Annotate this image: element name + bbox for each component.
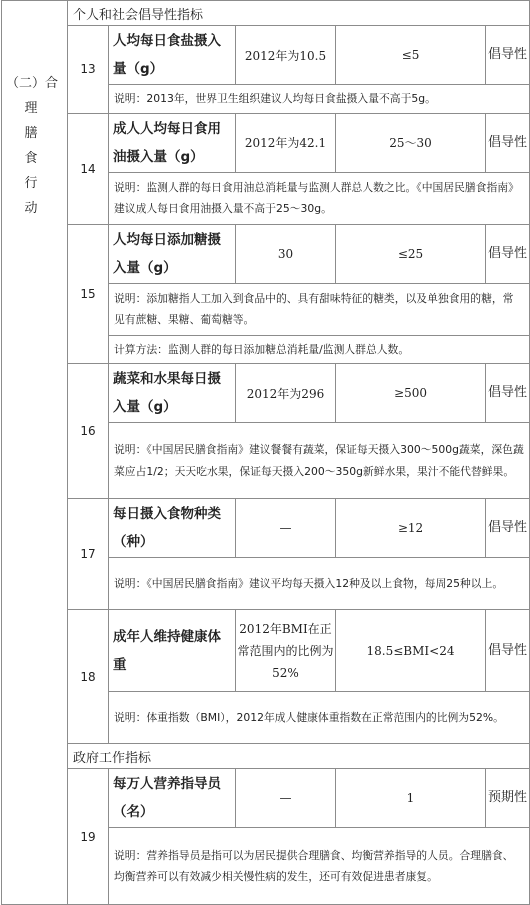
indicator-type: 预期性 [486, 769, 530, 828]
row-number: 17 [68, 499, 109, 610]
row-description: 说明：营养指导员是指可以为居民提供合理膳食、均衡营养指导的人员。合理膳食、均衡营养可以有效减少相关慢性病的发生，还可有效促进患者康复。 [109, 828, 530, 905]
category-cell [2, 1, 68, 905]
indicator-name: 每万人营养指导员（名） [109, 769, 236, 828]
table-row [2, 499, 530, 558]
current-value: — [236, 769, 336, 828]
target-value: 18.5≤BMI<24 [336, 610, 486, 692]
category-label-prefix [2, 71, 67, 221]
row-number: 14 [68, 113, 109, 224]
indicator-type: 倡导性 [486, 610, 530, 692]
table-row [2, 113, 530, 172]
category-label: （二）合 理 膳 食 行 动 [6, 76, 59, 216]
table-row [2, 364, 530, 423]
row-description: 说明：添加糖指人工加入到食品中的、具有甜味特征的糖类，以及单独食用的糖，常见有蔗糖、果糖、葡萄糖等。 [109, 283, 530, 335]
indicator-type: 倡导性 [486, 499, 530, 558]
row-calculation: 计算方法：监测人群的每日添加糖总消耗量/监测人群总人数。 [109, 335, 530, 364]
table-row [2, 610, 530, 692]
indicator-name: 成年人维持健康体重 [109, 610, 236, 692]
current-value: 30 [236, 224, 336, 283]
indicator-type: 倡导性 [486, 113, 530, 172]
table-row [2, 224, 530, 283]
target-value: 25～30 [336, 113, 486, 172]
row-description: 说明：监测人群的每日食用油总消耗量与监测人群总人数之比。《中国居民膳食指南》建议成人每日食用油摄入量不高于25～30g。 [109, 172, 530, 224]
row-description: 说明：《中国居民膳食指南》建议平均每天摄入12种及以上食物，每周25种以上。 [109, 558, 530, 610]
row-number: 15 [68, 224, 109, 364]
indicator-name: 成人人均每日食用油摄入量（g） [109, 113, 236, 172]
table-row [2, 769, 530, 828]
target-value: ≥500 [336, 364, 486, 423]
indicator-type: 倡导性 [486, 364, 530, 423]
row-description: 说明：2013年，世界卫生组织建议人均每日食盐摄入量不高于5g。 [109, 85, 530, 114]
row-number: 19 [68, 769, 109, 905]
row-description: 说明：体重指数（BMI），2012年成人健康体重指数在正常范围内的比例为52%。 [109, 692, 530, 744]
target-value: ≥12 [336, 499, 486, 558]
row-number: 16 [68, 364, 109, 499]
indicator-name: 蔬菜和水果每日摄入量（g） [109, 364, 236, 423]
row-number: 13 [68, 26, 109, 114]
indicator-name: 人均每日食盐摄入量（g） [109, 26, 236, 85]
current-value: 2012年为10.5 [236, 26, 336, 85]
target-value: ≤5 [336, 26, 486, 85]
table-row [2, 26, 530, 85]
current-value: 2012年BMI在正常范围内的比例为52% [236, 610, 336, 692]
indicator-name: 人均每日添加糖摄入量（g） [109, 224, 236, 283]
current-value: 2012年为42.1 [236, 113, 336, 172]
row-number: 18 [68, 610, 109, 744]
indicator-table [1, 0, 530, 905]
section-personal: 个人和社会倡导性指标 [68, 1, 530, 26]
indicator-name: 每日摄入食物种类（种） [109, 499, 236, 558]
current-value: — [236, 499, 336, 558]
section-government: 政府工作指标 [68, 744, 530, 769]
indicator-type: 倡导性 [486, 26, 530, 85]
target-value: ≤25 [336, 224, 486, 283]
current-value: 2012年为296 [236, 364, 336, 423]
row-description: 说明：《中国居民膳食指南》建议餐餐有蔬菜，保证每天摄入300～500g蔬菜，深色蔬菜应占1/2；天天吃水果，保证每天摄入200～350g新鲜水果，果汁不能代替鲜果。 [109, 423, 530, 499]
indicator-type: 倡导性 [486, 224, 530, 283]
target-value: 1 [336, 769, 486, 828]
